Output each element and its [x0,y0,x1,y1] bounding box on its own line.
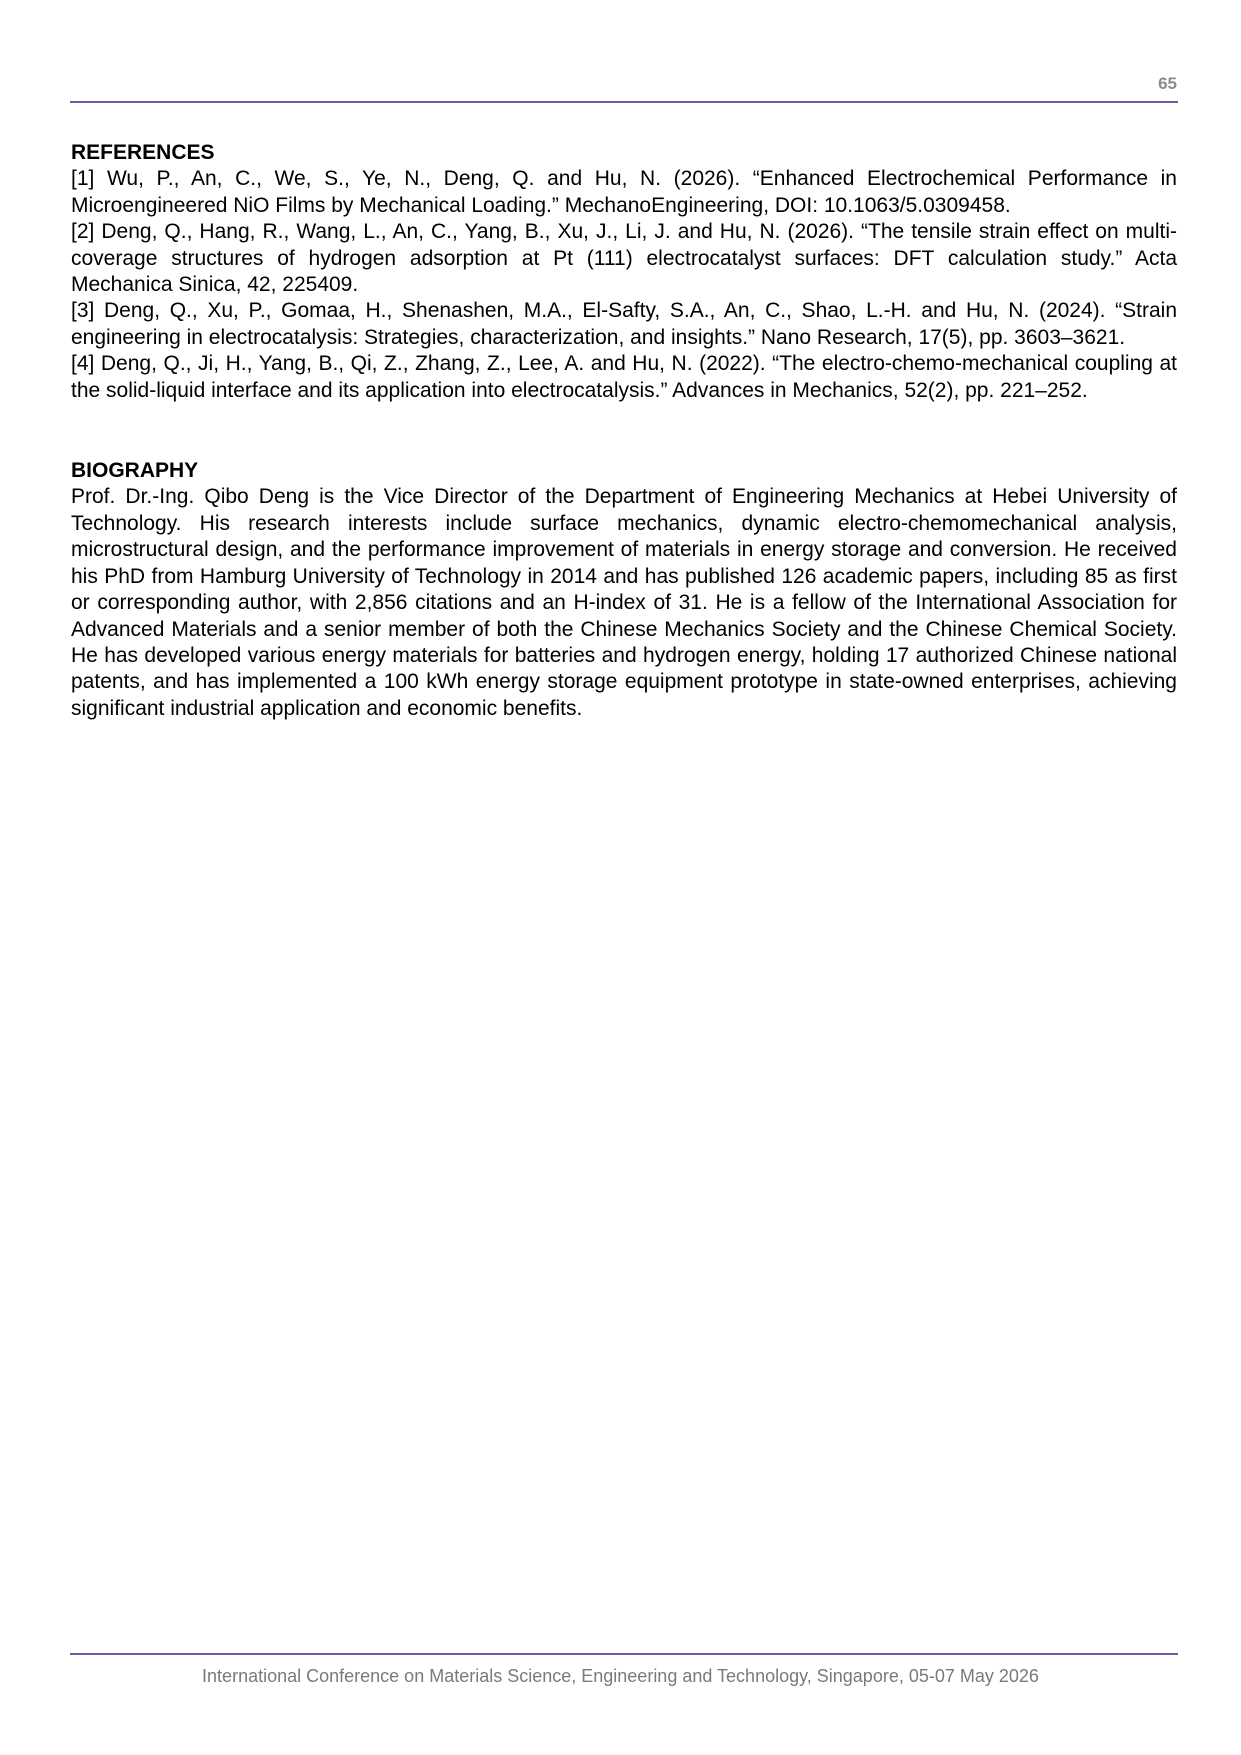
reference-item-2: [2] Deng, Q., Hang, R., Wang, L., An, C., Yang, B., Xu, J., Li, J. and Hu, N. (2026). “The tensile strain effect on multi-coverage structures of hydrogen adsorption at Pt (111) electrocatalyst surfaces: DFT calculation study.” Acta Mechanica Sinica, 42, 225409. [71,220,1177,297]
header-divider [70,101,1178,103]
references-section [71,140,1177,404]
main-content [71,140,1177,722]
references-heading: REFERENCES [71,141,215,164]
footer-text: International Conference on Materials Science, Engineering and Technology, Singapore, 05-07 May 2026 [202,1666,1039,1686]
biography-section [71,458,1177,722]
biography-text: Prof. Dr.-Ing. Qibo Deng is the Vice Director of the Department of Engineering Mechanics at Hebei University of Technology. His research interests include surface mechanics, dynamic electro-chemomechanical analysis, microstructural design, and the performance improvement of materials in energy storage and conversion. He received his PhD from Hamburg University of Technology in 2014 and has published 126 academic papers, including 85 as first or corresponding author, with 2,856 citations and an H-index of 31. He is a fellow of the International Association for Advanced Materials and a senior member of both the Chinese Mechanics Society and the Chinese Chemical Society. He has developed various energy materials for batteries and hydrogen energy, holding 17 authorized Chinese national patents, and has implemented a 100 kWh energy storage equipment prototype in state-owned enterprises, achieving significant industrial application and economic benefits. [71,485,1177,720]
biography-heading: BIOGRAPHY [71,459,199,483]
reference-item-4: [4] Deng, Q., Ji, H., Yang, B., Qi, Z., Zhang, Z., Lee, A. and Hu, N. (2022). “The electro-chemo-mechanical coupling at the solid-liquid interface and its application into electrocatalysis.” Advances in Mechanics, 52(2), pp. 221–252. [71,352,1177,402]
reference-item-1: [1] Wu, P., An, C., We, S., Ye, N., Deng, Q. and Hu, N. (2026). “Enhanced Electrochemical Performance in Microengineered NiO Films by Mechanical Loading.” MechanoEngineering, DOI: 10.1063/5.0309458. [71,167,1177,217]
footer-divider [70,1653,1178,1655]
page-number: 65 [1158,74,1177,93]
reference-item-3: [3] Deng, Q., Xu, P., Gomaa, H., Shenashen, M.A., El-Safty, S.A., An, C., Shao, L.-H. and Hu, N. (2024). “Strain engineering in electrocatalysis: Strategies, characterization, and insights.” Nano Research, 17(5), pp. 3603–3621. [71,299,1177,349]
reference-list [71,166,1177,404]
